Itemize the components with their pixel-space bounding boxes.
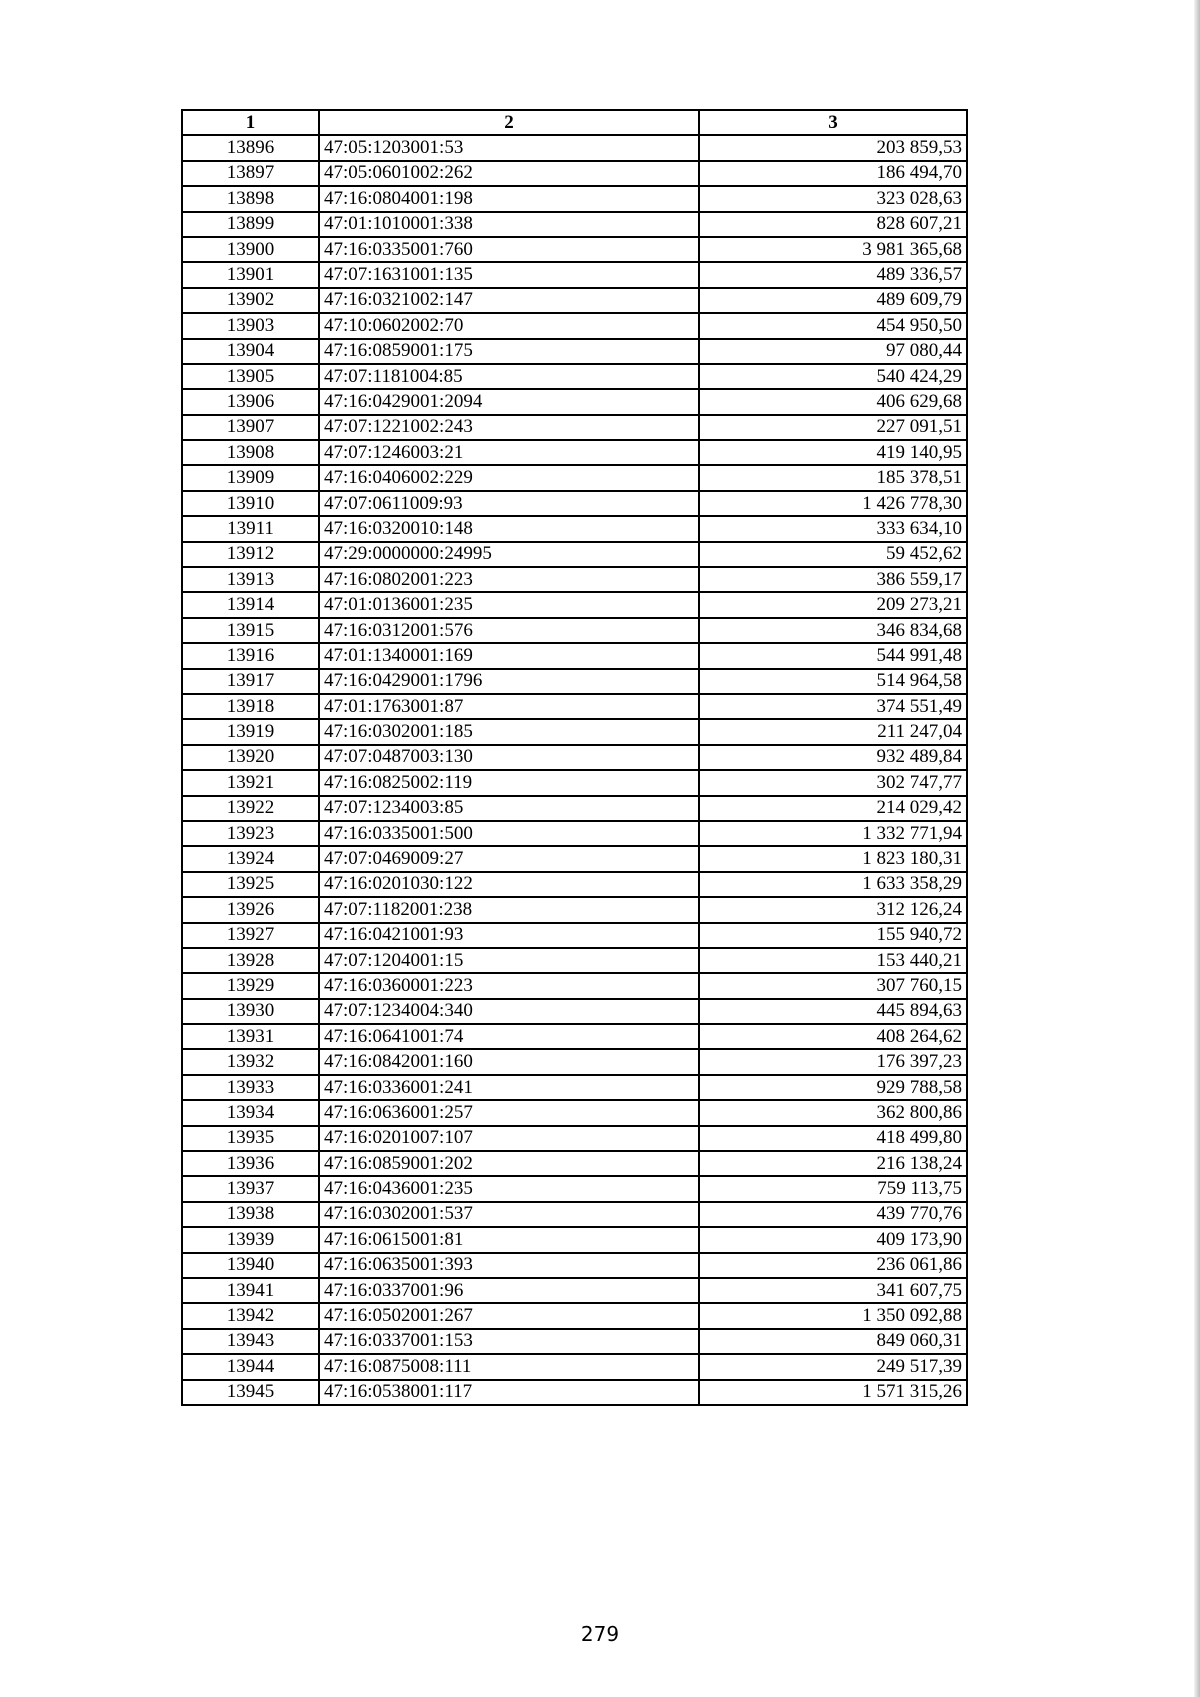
column-header-3: 3 [699,110,967,135]
table-row [182,897,967,922]
cadastral-number-cell: 47:01:1763001:87 [319,694,699,719]
row-number-cell: 13899 [182,212,319,237]
cadastral-number-cell: 47:16:0825002:119 [319,770,699,795]
cadastral-number-cell: 47:16:0641001:74 [319,1024,699,1049]
table-row [182,1303,967,1328]
row-number-cell: 13932 [182,1049,319,1074]
row-number-cell: 13935 [182,1126,319,1151]
cadastral-number-cell: 47:16:0636001:257 [319,1100,699,1125]
row-number-cell: 13903 [182,313,319,338]
table-row [182,262,967,287]
cadastral-value-cell: 1 332 771,94 [699,821,967,846]
cadastral-number-cell: 47:29:0000000:24995 [319,542,699,567]
cadastral-number-cell: 47:16:0320010:148 [319,516,699,541]
cadastral-number-cell: 47:07:0611009:93 [319,491,699,516]
cadastral-number-cell: 47:07:1234003:85 [319,796,699,821]
cadastral-value-cell: 828 607,21 [699,212,967,237]
table-row [182,643,967,668]
cadastral-number-cell: 47:16:0859001:175 [319,339,699,364]
cadastral-number-cell: 47:16:0429001:2094 [319,389,699,414]
table-row [182,872,967,897]
cadastral-number-cell: 47:16:0804001:198 [319,186,699,211]
table-row [182,440,967,465]
row-number-cell: 13921 [182,770,319,795]
table-body [182,135,967,1405]
cadastral-value-cell: 406 629,68 [699,389,967,414]
cadastral-number-cell: 47:10:0602002:70 [319,313,699,338]
cadastral-value-cell: 176 397,23 [699,1049,967,1074]
cadastral-value-cell: 185 378,51 [699,465,967,490]
cadastral-value-cell: 3 981 365,68 [699,237,967,262]
row-number-cell: 13905 [182,364,319,389]
cadastral-value-cell: 227 091,51 [699,415,967,440]
row-number-cell: 13916 [182,643,319,668]
cadastral-value-cell: 540 424,29 [699,364,967,389]
row-number-cell: 13914 [182,592,319,617]
cadastral-number-cell: 47:16:0615001:81 [319,1227,699,1252]
table-row [182,770,967,795]
table-row [182,1151,967,1176]
cadastral-value-cell: 445 894,63 [699,999,967,1024]
cadastral-value-cell: 302 747,77 [699,770,967,795]
cadastral-number-cell: 47:16:0538001:117 [319,1380,699,1405]
row-number-cell: 13931 [182,1024,319,1049]
table-row [182,1380,967,1405]
cadastral-value-cell: 186 494,70 [699,161,967,186]
row-number-cell: 13929 [182,973,319,998]
cadastral-value-cell: 419 140,95 [699,440,967,465]
cadastral-value-cell: 489 609,79 [699,288,967,313]
table-row [182,237,967,262]
row-number-cell: 13934 [182,1100,319,1125]
table-row [182,212,967,237]
cadastral-number-cell: 47:01:0136001:235 [319,592,699,617]
cadastral-value-cell: 1 571 315,26 [699,1380,967,1405]
cadastral-value-cell: 216 138,24 [699,1151,967,1176]
table-row [182,186,967,211]
table-row [182,364,967,389]
cadastral-number-cell: 47:01:1340001:169 [319,643,699,668]
row-number-cell: 13945 [182,1380,319,1405]
row-number-cell: 13938 [182,1202,319,1227]
cadastral-number-cell: 47:07:1246003:21 [319,440,699,465]
row-number-cell: 13912 [182,542,319,567]
row-number-cell: 13922 [182,796,319,821]
row-number-cell: 13930 [182,999,319,1024]
row-number-cell: 13918 [182,694,319,719]
cadastral-value-cell: 1 426 778,30 [699,491,967,516]
cadastral-number-cell: 47:16:0429001:1796 [319,669,699,694]
row-number-cell: 13924 [182,846,319,871]
row-number-cell: 13927 [182,923,319,948]
cadastral-value-cell: 849 060,31 [699,1329,967,1354]
table-row [182,821,967,846]
row-number-cell: 13902 [182,288,319,313]
cadastral-number-cell: 47:16:0842001:160 [319,1049,699,1074]
cadastral-number-cell: 47:07:1181004:85 [319,364,699,389]
cadastral-number-cell: 47:07:1234004:340 [319,999,699,1024]
row-number-cell: 13898 [182,186,319,211]
row-number-cell: 13939 [182,1227,319,1252]
table-row [182,516,967,541]
cadastral-value-cell: 759 113,75 [699,1176,967,1201]
cadastral-value-cell: 155 940,72 [699,923,967,948]
cadastral-number-cell: 47:07:1631001:135 [319,262,699,287]
cadastral-value-cell: 418 499,80 [699,1126,967,1151]
cadastral-number-cell: 47:16:0360001:223 [319,973,699,998]
row-number-cell: 13896 [182,135,319,160]
cadastral-number-cell: 47:16:0337001:153 [319,1329,699,1354]
cadastral-number-cell: 47:07:1182001:238 [319,897,699,922]
row-number-cell: 13900 [182,237,319,262]
cadastral-number-cell: 47:07:0487003:130 [319,745,699,770]
cadastral-number-cell: 47:07:0469009:27 [319,846,699,871]
cadastral-value-cell: 307 760,15 [699,973,967,998]
cadastral-number-cell: 47:16:0335001:760 [319,237,699,262]
table-row [182,1227,967,1252]
table-row [182,389,967,414]
cadastral-value-cell: 312 126,24 [699,897,967,922]
cadastral-value-cell: 929 788,58 [699,1075,967,1100]
cadastral-number-cell: 47:16:0635001:393 [319,1253,699,1278]
table-row [182,1354,967,1379]
table-row [182,465,967,490]
table-row [182,161,967,186]
cadastral-value-table [181,109,968,1406]
cadastral-number-cell: 47:16:0321002:147 [319,288,699,313]
row-number-cell: 13923 [182,821,319,846]
table-row [182,1329,967,1354]
row-number-cell: 13917 [182,669,319,694]
page-number: 279 [580,1622,620,1646]
cadastral-value-cell: 454 950,50 [699,313,967,338]
cadastral-number-cell: 47:07:1221002:243 [319,415,699,440]
cadastral-value-cell: 249 517,39 [699,1354,967,1379]
cadastral-value-cell: 514 964,58 [699,669,967,694]
row-number-cell: 13928 [182,948,319,973]
cadastral-number-cell: 47:16:0859001:202 [319,1151,699,1176]
row-number-cell: 13919 [182,719,319,744]
table-row [182,948,967,973]
cadastral-value-cell: 333 634,10 [699,516,967,541]
cadastral-number-cell: 47:16:0336001:241 [319,1075,699,1100]
cadastral-number-cell: 47:07:1204001:15 [319,948,699,973]
cadastral-number-cell: 47:16:0201007:107 [319,1126,699,1151]
row-number-cell: 13915 [182,618,319,643]
cadastral-number-cell: 47:16:0436001:235 [319,1176,699,1201]
table-row [182,1075,967,1100]
cadastral-number-cell: 47:05:1203001:53 [319,135,699,160]
cadastral-value-cell: 439 770,76 [699,1202,967,1227]
row-number-cell: 13920 [182,745,319,770]
cadastral-value-cell: 489 336,57 [699,262,967,287]
table-row [182,1176,967,1201]
cadastral-value-cell: 374 551,49 [699,694,967,719]
cadastral-value-cell: 409 173,90 [699,1227,967,1252]
table-row [182,1278,967,1303]
cadastral-value-cell: 408 264,62 [699,1024,967,1049]
table-row [182,567,967,592]
row-number-cell: 13904 [182,339,319,364]
table-row [182,415,967,440]
row-number-cell: 13936 [182,1151,319,1176]
cadastral-value-cell: 346 834,68 [699,618,967,643]
cadastral-number-cell: 47:16:0302001:537 [319,1202,699,1227]
cadastral-value-cell: 932 489,84 [699,745,967,770]
cadastral-number-cell: 47:16:0312001:576 [319,618,699,643]
table-header-row [182,110,967,135]
row-number-cell: 13913 [182,567,319,592]
row-number-cell: 13944 [182,1354,319,1379]
row-number-cell: 13941 [182,1278,319,1303]
row-number-cell: 13942 [182,1303,319,1328]
table-row [182,1024,967,1049]
table-row [182,1253,967,1278]
cadastral-value-cell: 209 273,21 [699,592,967,617]
cadastral-value-cell: 544 991,48 [699,643,967,668]
table-row [182,745,967,770]
cadastral-number-cell: 47:01:1010001:338 [319,212,699,237]
table-row [182,1049,967,1074]
table-row [182,999,967,1024]
row-number-cell: 13940 [182,1253,319,1278]
table-row [182,796,967,821]
column-header-1: 1 [182,110,319,135]
cadastral-value-cell: 59 452,62 [699,542,967,567]
table-row [182,542,967,567]
table-row [182,288,967,313]
table-row [182,339,967,364]
cadastral-value-cell: 1 633 358,29 [699,872,967,897]
row-number-cell: 13901 [182,262,319,287]
table-row [182,592,967,617]
row-number-cell: 13926 [182,897,319,922]
cadastral-number-cell: 47:16:0875008:111 [319,1354,699,1379]
row-number-cell: 13908 [182,440,319,465]
page-edge-shadow [1194,0,1200,1697]
row-number-cell: 13925 [182,872,319,897]
cadastral-value-cell: 203 859,53 [699,135,967,160]
row-number-cell: 13911 [182,516,319,541]
cadastral-number-cell: 47:16:0337001:96 [319,1278,699,1303]
cadastral-value-cell: 153 440,21 [699,948,967,973]
table-row [182,1100,967,1125]
cadastral-number-cell: 47:05:0601002:262 [319,161,699,186]
cadastral-number-cell: 47:16:0335001:500 [319,821,699,846]
cadastral-value-cell: 97 080,44 [699,339,967,364]
cadastral-value-cell: 323 028,63 [699,186,967,211]
row-number-cell: 13933 [182,1075,319,1100]
cadastral-number-cell: 47:16:0406002:229 [319,465,699,490]
cadastral-value-cell: 386 559,17 [699,567,967,592]
table-row [182,135,967,160]
row-number-cell: 13910 [182,491,319,516]
cadastral-number-cell: 47:16:0502001:267 [319,1303,699,1328]
row-number-cell: 13897 [182,161,319,186]
table-row [182,1202,967,1227]
row-number-cell: 13907 [182,415,319,440]
row-number-cell: 13906 [182,389,319,414]
table-row [182,846,967,871]
cadastral-value-cell: 341 607,75 [699,1278,967,1303]
cadastral-value-cell: 362 800,86 [699,1100,967,1125]
table-row [182,719,967,744]
table-row [182,669,967,694]
table-row [182,1126,967,1151]
cadastral-value-cell: 236 061,86 [699,1253,967,1278]
table-row [182,694,967,719]
cadastral-value-cell: 214 029,42 [699,796,967,821]
row-number-cell: 13937 [182,1176,319,1201]
table-row [182,491,967,516]
cadastral-number-cell: 47:16:0802001:223 [319,567,699,592]
table-row [182,973,967,998]
cadastral-value-cell: 1 823 180,31 [699,846,967,871]
cadastral-value-cell: 211 247,04 [699,719,967,744]
cadastral-number-cell: 47:16:0201030:122 [319,872,699,897]
table-row [182,313,967,338]
column-header-2: 2 [319,110,699,135]
row-number-cell: 13943 [182,1329,319,1354]
table-row [182,923,967,948]
row-number-cell: 13909 [182,465,319,490]
table-row [182,618,967,643]
cadastral-number-cell: 47:16:0302001:185 [319,719,699,744]
cadastral-number-cell: 47:16:0421001:93 [319,923,699,948]
cadastral-value-cell: 1 350 092,88 [699,1303,967,1328]
